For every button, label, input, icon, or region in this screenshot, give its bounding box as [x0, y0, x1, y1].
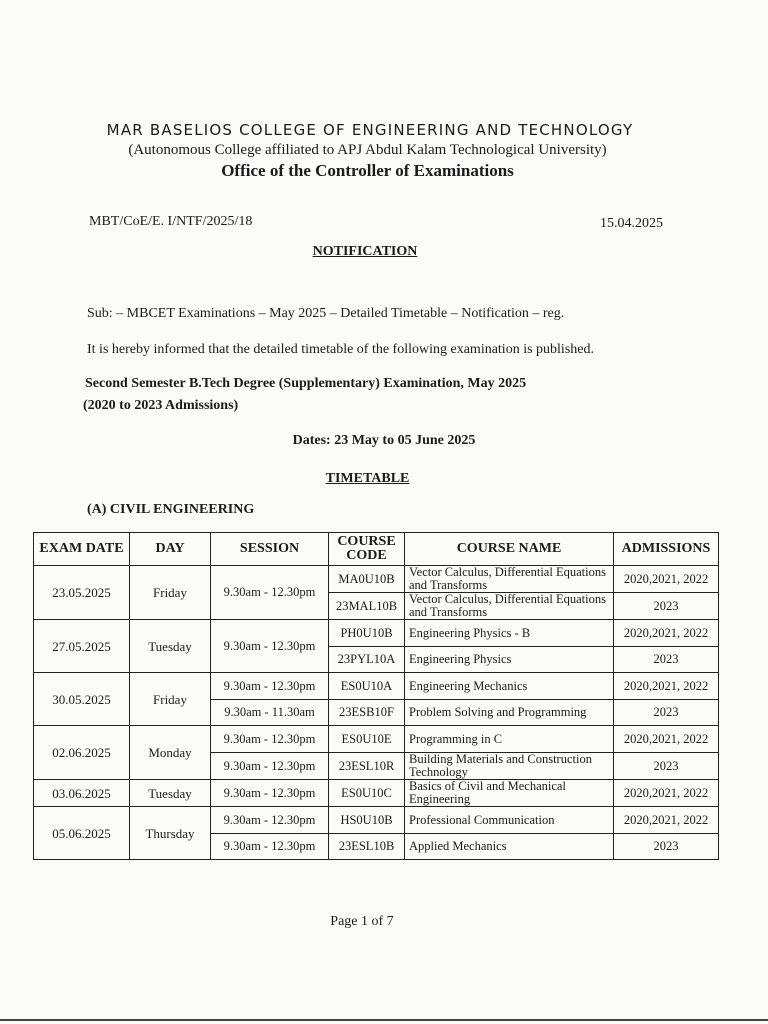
session-cell: 9.30am - 12.30pm: [211, 780, 329, 807]
course-code-cell: 23ESL10B: [329, 834, 405, 860]
subject-line: Sub: – MBCET Examinations – May 2025 – Detailed Timetable – Notification – reg.: [87, 306, 565, 321]
section-heading: (A) CIVIL ENGINEERING: [87, 502, 255, 517]
course-name-cell: Problem Solving and Programming: [405, 700, 614, 726]
header-exam-date: EXAM DATE: [34, 533, 130, 566]
page-bottom-rule: [0, 1019, 768, 1021]
exam-date-cell: 23.05.2025: [34, 566, 130, 620]
course-code-cell: 23ESL10R: [329, 753, 405, 780]
timetable-table: [33, 532, 719, 860]
admissions-cell: 2020,2021, 2022: [614, 780, 719, 807]
day-cell: Friday: [130, 673, 211, 726]
table-row: [34, 673, 719, 700]
dates-line: Dates: 23 May to 05 June 2025: [292, 433, 476, 448]
reference-number: MBT/CoE/E. I/NTF/2025/18: [89, 214, 253, 229]
header-day: DAY: [130, 533, 211, 566]
session-cell: 9.30am - 12.30pm: [211, 620, 329, 673]
office-title: Office of the Controller of Examinations: [221, 161, 514, 180]
course-code-cell: PH0U10B: [329, 620, 405, 647]
admissions-cell: 2023: [614, 700, 719, 726]
course-code-cell: ES0U10A: [329, 673, 405, 700]
admissions-cell: 2020,2021, 2022: [614, 726, 719, 753]
course-name-cell: Programming in C: [405, 726, 614, 753]
table-row: [34, 726, 719, 753]
admissions-cell: 2020,2021, 2022: [614, 673, 719, 700]
session-cell: 9.30am - 12.30pm: [211, 807, 329, 834]
college-affiliation: (Autonomous College affiliated to APJ Abdul Kalam Technological University): [128, 142, 607, 158]
admissions-line: (2020 to 2023 Admissions): [83, 398, 239, 413]
course-name-cell: Basics of Civil and Mechanical Engineering: [405, 780, 614, 807]
course-code-cell: MA0U10B: [329, 566, 405, 593]
course-name-cell: Applied Mechanics: [405, 834, 614, 860]
admissions-cell: 2020,2021, 2022: [614, 566, 719, 593]
day-cell: Thursday: [130, 807, 211, 860]
timetable-heading: TIMETABLE: [325, 471, 410, 486]
table-row: [34, 780, 719, 807]
header-course-code: COURSE CODE: [329, 533, 405, 566]
day-cell: Tuesday: [130, 780, 211, 807]
course-code-cell: 23MAL10B: [329, 593, 405, 620]
course-code-cell: ES0U10E: [329, 726, 405, 753]
session-cell: 9.30am - 11.30am: [211, 700, 329, 726]
header-session: SESSION: [211, 533, 329, 566]
admissions-cell: 2023: [614, 647, 719, 673]
admissions-cell: 2020,2021, 2022: [614, 807, 719, 834]
day-cell: Friday: [130, 566, 211, 620]
day-cell: Monday: [130, 726, 211, 780]
course-code-cell: ES0U10C: [329, 780, 405, 807]
course-code-cell: HS0U10B: [329, 807, 405, 834]
course-name-cell: Professional Communication: [405, 807, 614, 834]
admissions-cell: 2023: [614, 593, 719, 620]
session-cell: 9.30am - 12.30pm: [211, 753, 329, 780]
course-name-cell: Engineering Physics - B: [405, 620, 614, 647]
notification-heading: NOTIFICATION: [312, 244, 418, 259]
table-row: [34, 566, 719, 593]
course-name-cell: Engineering Mechanics: [405, 673, 614, 700]
course-name-cell: Engineering Physics: [405, 647, 614, 673]
course-name-cell: Vector Calculus, Differential Equations and Transforms: [405, 593, 614, 620]
admissions-cell: 2020,2021, 2022: [614, 620, 719, 647]
table-row: [34, 807, 719, 834]
session-cell: 9.30am - 12.30pm: [211, 834, 329, 860]
header-admissions: ADMISSIONS: [614, 533, 719, 566]
admissions-cell: 2023: [614, 834, 719, 860]
informed-line: It is hereby informed that the detailed timetable of the following examination is published.: [87, 342, 594, 357]
session-cell: 9.30am - 12.30pm: [211, 566, 329, 620]
table-header-row: [34, 533, 719, 566]
course-code-cell: 23ESB10F: [329, 700, 405, 726]
college-name: MAR BASELIOS COLLEGE OF ENGINEERING AND TECHNOLOGY: [106, 121, 634, 139]
session-cell: 9.30am - 12.30pm: [211, 726, 329, 753]
header-course-name: COURSE NAME: [405, 533, 614, 566]
exam-date-cell: 30.05.2025: [34, 673, 130, 726]
exam-date-cell: 05.06.2025: [34, 807, 130, 860]
session-cell: 9.30am - 12.30pm: [211, 673, 329, 700]
notice-date: 15.04.2025: [600, 216, 663, 231]
day-cell: Tuesday: [130, 620, 211, 673]
table-row: [34, 620, 719, 647]
course-code-cell: 23PYL10A: [329, 647, 405, 673]
course-name-cell: Vector Calculus, Differential Equations and Transforms: [405, 566, 614, 593]
page-number: Page 1 of 7: [330, 914, 394, 929]
course-name-cell: Building Materials and Construction Technology: [405, 753, 614, 780]
admissions-cell: 2023: [614, 753, 719, 780]
exam-title: Second Semester B.Tech Degree (Supplementary) Examination, May 2025: [85, 376, 527, 391]
exam-date-cell: 02.06.2025: [34, 726, 130, 780]
exam-date-cell: 27.05.2025: [34, 620, 130, 673]
exam-date-cell: 03.06.2025: [34, 780, 130, 807]
